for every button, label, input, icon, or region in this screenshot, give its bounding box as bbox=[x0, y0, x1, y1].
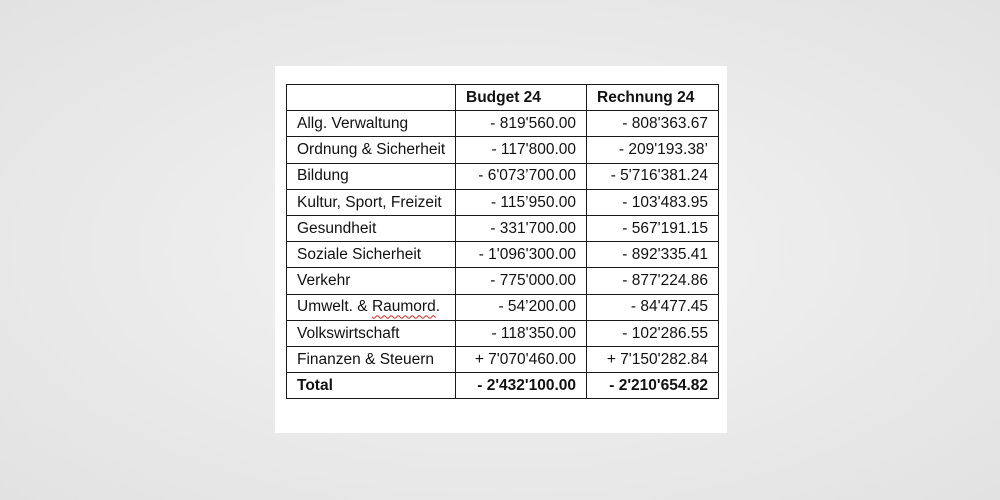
row-budget-value: - 775'000.00 bbox=[456, 268, 587, 294]
row-rechnung-value: - 103'483.95 bbox=[587, 189, 719, 215]
row-label: Allg. Verwaltung bbox=[287, 111, 456, 137]
table-header-row bbox=[287, 85, 719, 111]
table-row bbox=[287, 346, 719, 372]
table-row bbox=[287, 163, 719, 189]
table-row bbox=[287, 215, 719, 241]
header-rechnung: Rechnung 24 bbox=[587, 85, 719, 111]
total-row bbox=[287, 373, 719, 399]
row-budget-value: - 118'350.00 bbox=[456, 320, 587, 346]
total-budget-value: - 2'432'100.00 bbox=[456, 373, 587, 399]
row-rechnung-value: - 892'335.41 bbox=[587, 242, 719, 268]
row-rechnung-value: - 567'191.15 bbox=[587, 215, 719, 241]
row-label: Kultur, Sport, Freizeit bbox=[287, 189, 456, 215]
table-row bbox=[287, 137, 719, 163]
row-label: Ordnung & Sicherheit bbox=[287, 137, 456, 163]
row-label: Volkswirtschaft bbox=[287, 320, 456, 346]
row-rechnung-value: + 7'150'282.84 bbox=[587, 346, 719, 372]
table-row bbox=[287, 294, 719, 320]
document-page bbox=[275, 66, 727, 433]
row-budget-value: - 819'560.00 bbox=[456, 111, 587, 137]
row-label: Bildung bbox=[287, 163, 456, 189]
table-row bbox=[287, 242, 719, 268]
row-rechnung-value: - 102'286.55 bbox=[587, 320, 719, 346]
table-row bbox=[287, 189, 719, 215]
row-rechnung-value: - 84'477.45 bbox=[587, 294, 719, 320]
row-budget-value: + 7'070'460.00 bbox=[456, 346, 587, 372]
total-rechnung-value: - 2'210'654.82 bbox=[587, 373, 719, 399]
table-row bbox=[287, 320, 719, 346]
header-budget: Budget 24 bbox=[456, 85, 587, 111]
row-label bbox=[287, 294, 456, 320]
row-budget-value: - 117'800.00 bbox=[456, 137, 587, 163]
row-budget-value: - 115’950.00 bbox=[456, 189, 587, 215]
row-label: Finanzen & Steuern bbox=[287, 346, 456, 372]
row-budget-value: - 1'096'300.00 bbox=[456, 242, 587, 268]
header-empty-cell bbox=[287, 85, 456, 111]
table-row bbox=[287, 268, 719, 294]
total-label: Total bbox=[287, 373, 456, 399]
row-rechnung-value: - 209'193.38’ bbox=[587, 137, 719, 163]
row-rechnung-value: - 877'224.86 bbox=[587, 268, 719, 294]
row-rechnung-value: - 808'363.67 bbox=[587, 111, 719, 137]
row-budget-value: - 331'700.00 bbox=[456, 215, 587, 241]
budget-table bbox=[286, 84, 719, 399]
row-label: Soziale Sicherheit bbox=[287, 242, 456, 268]
row-label: Verkehr bbox=[287, 268, 456, 294]
row-rechnung-value: - 5'716'381.24 bbox=[587, 163, 719, 189]
row-label: Gesundheit bbox=[287, 215, 456, 241]
table-row bbox=[287, 111, 719, 137]
row-budget-value: - 54’200.00 bbox=[456, 294, 587, 320]
row-label-suffix: . bbox=[435, 298, 440, 316]
row-label-prefix: Umwelt. & bbox=[297, 298, 372, 316]
spellcheck-flagged-word: Raumord bbox=[371, 298, 436, 316]
row-budget-value: - 6'073’700.00 bbox=[456, 163, 587, 189]
